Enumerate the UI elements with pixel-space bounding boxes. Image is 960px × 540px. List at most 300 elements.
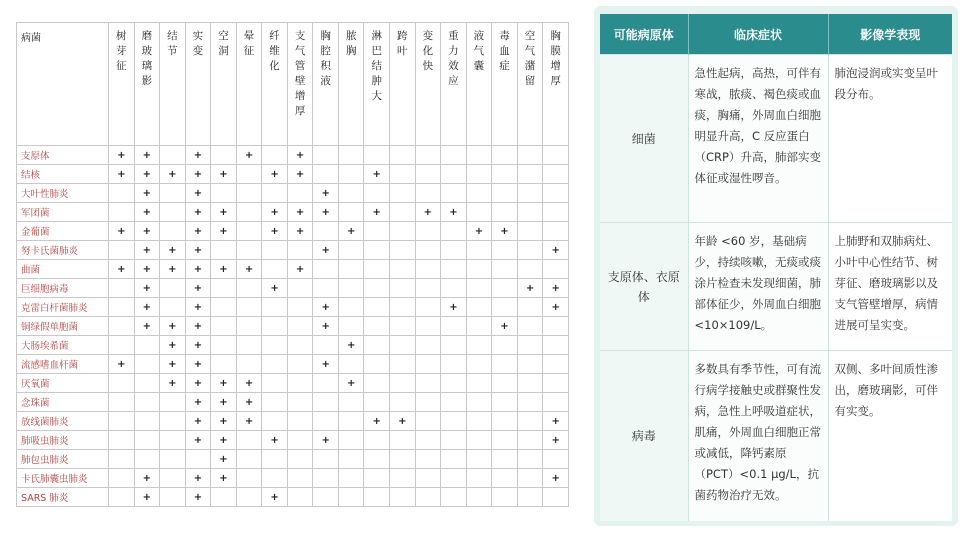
feature-cell bbox=[262, 222, 288, 241]
feature-cell bbox=[160, 412, 186, 431]
feature-cell bbox=[287, 374, 313, 393]
feature-cell bbox=[134, 241, 160, 260]
present-mark: + bbox=[193, 168, 203, 180]
column-header bbox=[236, 23, 262, 146]
feature-cell bbox=[364, 222, 390, 241]
pathogen-feature-table-panel bbox=[16, 22, 569, 502]
header-imaging: 影像学表现 bbox=[828, 14, 952, 55]
feature-cell bbox=[390, 488, 416, 507]
feature-cell bbox=[134, 260, 160, 279]
pathogen-name: 念珠菌 bbox=[17, 393, 109, 412]
feature-cell bbox=[211, 260, 237, 279]
present-mark: + bbox=[168, 339, 177, 351]
feature-cell bbox=[185, 431, 211, 450]
feature-cell bbox=[466, 355, 492, 374]
feature-cell bbox=[492, 279, 518, 298]
feature-cell bbox=[415, 146, 441, 165]
feature-cell bbox=[543, 203, 569, 222]
feature-cell bbox=[109, 165, 135, 184]
feature-cell bbox=[364, 450, 390, 469]
table-header-row bbox=[17, 23, 569, 146]
feature-cell bbox=[466, 184, 492, 203]
feature-cell bbox=[134, 488, 160, 507]
feature-cell bbox=[287, 260, 313, 279]
feature-cell bbox=[160, 488, 186, 507]
present-mark: + bbox=[295, 263, 305, 275]
feature-cell bbox=[338, 488, 364, 507]
table-row bbox=[17, 241, 569, 260]
feature-cell bbox=[313, 260, 339, 279]
present-mark: + bbox=[244, 415, 254, 427]
present-mark: + bbox=[142, 206, 152, 218]
feature-cell bbox=[543, 184, 569, 203]
feature-cell bbox=[543, 146, 569, 165]
feature-cell bbox=[415, 298, 441, 317]
column-header bbox=[466, 23, 492, 146]
feature-cell bbox=[441, 450, 467, 469]
pathogen-name: 大肠埃希菌 bbox=[17, 336, 109, 355]
column-header-label: 支气管壁增厚 bbox=[294, 30, 306, 117]
feature-cell bbox=[338, 279, 364, 298]
feature-cell bbox=[338, 431, 364, 450]
present-mark: + bbox=[270, 282, 279, 294]
feature-cell bbox=[287, 355, 313, 374]
feature-cell bbox=[313, 298, 339, 317]
feature-cell bbox=[287, 450, 313, 469]
present-mark: + bbox=[321, 358, 330, 370]
column-header-label: 淋巴结肿大 bbox=[371, 30, 382, 102]
column-header-label: 结节 bbox=[167, 30, 178, 57]
feature-cell bbox=[543, 412, 569, 431]
feature-cell bbox=[492, 203, 518, 222]
feature-cell bbox=[236, 279, 262, 298]
table-row bbox=[17, 431, 569, 450]
present-mark: + bbox=[219, 472, 228, 484]
feature-cell bbox=[313, 469, 339, 488]
present-mark: + bbox=[193, 282, 203, 294]
feature-cell bbox=[109, 469, 135, 488]
feature-cell bbox=[466, 488, 492, 507]
present-mark: + bbox=[193, 320, 203, 332]
feature-cell bbox=[390, 279, 416, 298]
column-header bbox=[134, 23, 160, 146]
column-header-label: 空气潴留 bbox=[524, 30, 536, 87]
feature-cell bbox=[492, 393, 518, 412]
pathogen-name: 努卡氏菌肺炎 bbox=[17, 241, 109, 260]
feature-cell bbox=[160, 222, 186, 241]
present-mark: + bbox=[168, 168, 177, 180]
feature-cell bbox=[287, 146, 313, 165]
feature-cell bbox=[262, 146, 288, 165]
imaging-findings: 肺泡浸润或实变呈叶段分布。 bbox=[828, 55, 952, 223]
feature-cell bbox=[492, 488, 518, 507]
feature-cell bbox=[262, 165, 288, 184]
column-header bbox=[313, 23, 339, 146]
column-header-label: 胸腔积液 bbox=[320, 30, 331, 87]
present-mark: + bbox=[193, 415, 203, 427]
feature-cell bbox=[390, 393, 416, 412]
feature-cell bbox=[364, 393, 390, 412]
present-mark: + bbox=[372, 206, 381, 218]
feature-cell bbox=[441, 412, 467, 431]
feature-cell bbox=[390, 222, 416, 241]
feature-cell bbox=[543, 374, 569, 393]
feature-cell bbox=[287, 203, 313, 222]
present-mark: + bbox=[193, 149, 203, 161]
present-mark: + bbox=[168, 244, 177, 256]
feature-cell bbox=[185, 241, 211, 260]
feature-cell bbox=[313, 184, 339, 203]
feature-cell bbox=[185, 260, 211, 279]
feature-cell bbox=[109, 298, 135, 317]
feature-cell bbox=[364, 165, 390, 184]
pathogen-comparison-table bbox=[600, 14, 952, 521]
present-mark: + bbox=[500, 225, 509, 237]
feature-cell bbox=[262, 279, 288, 298]
feature-cell bbox=[466, 412, 492, 431]
feature-cell bbox=[441, 222, 467, 241]
feature-cell bbox=[364, 203, 390, 222]
feature-cell bbox=[185, 393, 211, 412]
feature-cell bbox=[492, 222, 518, 241]
feature-cell bbox=[134, 298, 160, 317]
present-mark: + bbox=[347, 225, 356, 237]
feature-cell bbox=[236, 450, 262, 469]
feature-cell bbox=[287, 165, 313, 184]
feature-cell bbox=[338, 412, 364, 431]
feature-cell bbox=[543, 469, 569, 488]
present-mark: + bbox=[219, 225, 228, 237]
feature-cell bbox=[109, 260, 135, 279]
feature-cell bbox=[543, 222, 569, 241]
feature-cell bbox=[262, 412, 288, 431]
column-header bbox=[492, 23, 518, 146]
feature-cell bbox=[236, 469, 262, 488]
feature-cell bbox=[185, 317, 211, 336]
pathogen-name: 巨细胞病毒 bbox=[17, 279, 109, 298]
feature-cell bbox=[517, 203, 543, 222]
comparison-row-bacteria bbox=[600, 55, 952, 223]
feature-cell bbox=[134, 203, 160, 222]
table-row bbox=[17, 222, 569, 241]
present-mark: + bbox=[168, 320, 177, 332]
present-mark: + bbox=[193, 358, 203, 370]
feature-cell bbox=[364, 488, 390, 507]
feature-cell bbox=[338, 298, 364, 317]
present-mark: + bbox=[168, 358, 177, 370]
table-row bbox=[17, 450, 569, 469]
feature-cell bbox=[543, 241, 569, 260]
feature-cell bbox=[517, 298, 543, 317]
feature-cell bbox=[517, 412, 543, 431]
column-header bbox=[160, 23, 186, 146]
feature-cell bbox=[185, 184, 211, 203]
column-header bbox=[287, 23, 313, 146]
feature-cell bbox=[492, 184, 518, 203]
feature-cell bbox=[543, 355, 569, 374]
feature-cell bbox=[415, 260, 441, 279]
column-header-label: 变化快 bbox=[422, 30, 434, 72]
comparison-row-mycoplasma bbox=[600, 223, 952, 351]
feature-cell bbox=[109, 393, 135, 412]
present-mark: + bbox=[117, 225, 126, 237]
feature-cell bbox=[287, 431, 313, 450]
feature-cell bbox=[441, 469, 467, 488]
feature-cell bbox=[517, 431, 543, 450]
present-mark: + bbox=[193, 491, 203, 503]
present-mark: + bbox=[168, 263, 177, 275]
column-header-label: 树芽征 bbox=[116, 30, 127, 72]
header-pathogen: 可能病原体 bbox=[600, 14, 688, 55]
feature-cell bbox=[236, 336, 262, 355]
present-mark: + bbox=[142, 301, 152, 313]
present-mark: + bbox=[117, 149, 126, 161]
feature-cell bbox=[262, 393, 288, 412]
feature-cell bbox=[313, 241, 339, 260]
feature-cell bbox=[287, 393, 313, 412]
feature-cell bbox=[492, 374, 518, 393]
feature-cell bbox=[262, 431, 288, 450]
present-mark: + bbox=[295, 206, 305, 218]
feature-cell bbox=[415, 488, 441, 507]
header-pathogen-name: 病菌 bbox=[17, 23, 109, 146]
feature-cell bbox=[517, 336, 543, 355]
feature-cell bbox=[262, 469, 288, 488]
table-row bbox=[17, 488, 569, 507]
table-row bbox=[17, 317, 569, 336]
feature-cell bbox=[185, 222, 211, 241]
pathogen-name: 金葡菌 bbox=[17, 222, 109, 241]
feature-cell bbox=[236, 374, 262, 393]
feature-cell bbox=[441, 260, 467, 279]
feature-cell bbox=[313, 393, 339, 412]
table-row bbox=[17, 184, 569, 203]
feature-cell bbox=[134, 450, 160, 469]
present-mark: + bbox=[219, 434, 228, 446]
feature-cell bbox=[390, 203, 416, 222]
feature-cell bbox=[415, 469, 441, 488]
feature-cell bbox=[415, 222, 441, 241]
feature-cell bbox=[287, 488, 313, 507]
feature-cell bbox=[313, 374, 339, 393]
present-mark: + bbox=[142, 282, 152, 294]
present-mark: + bbox=[347, 339, 356, 351]
present-mark: + bbox=[321, 244, 330, 256]
feature-cell bbox=[517, 374, 543, 393]
feature-cell bbox=[287, 298, 313, 317]
feature-cell bbox=[364, 279, 390, 298]
feature-cell bbox=[390, 317, 416, 336]
pathogen-type: 细菌 bbox=[600, 55, 688, 223]
feature-cell bbox=[338, 222, 364, 241]
pathogen-name: 结核 bbox=[17, 165, 109, 184]
feature-cell bbox=[364, 317, 390, 336]
feature-cell bbox=[415, 184, 441, 203]
feature-cell bbox=[441, 203, 467, 222]
feature-cell bbox=[262, 241, 288, 260]
feature-cell bbox=[313, 450, 339, 469]
feature-cell bbox=[211, 355, 237, 374]
feature-cell bbox=[134, 393, 160, 412]
feature-cell bbox=[185, 469, 211, 488]
feature-cell bbox=[517, 355, 543, 374]
present-mark: + bbox=[142, 472, 152, 484]
feature-cell bbox=[109, 203, 135, 222]
present-mark: + bbox=[551, 301, 560, 313]
column-header bbox=[390, 23, 416, 146]
feature-cell bbox=[236, 298, 262, 317]
column-header-label: 毒血症 bbox=[499, 30, 510, 72]
feature-cell bbox=[338, 336, 364, 355]
present-mark: + bbox=[193, 396, 203, 408]
feature-cell bbox=[441, 184, 467, 203]
present-mark: + bbox=[244, 263, 254, 275]
feature-cell bbox=[160, 241, 186, 260]
feature-cell bbox=[364, 184, 390, 203]
clinical-symptoms: 多数具有季节性，可有流行病学接触史或群聚性发病，急性上呼吸道症状，肌痛，外周血白细胞正常或减低，降钙素原（PCT）<0.1 μg/L，抗菌药物治疗无效。 bbox=[688, 351, 828, 521]
feature-cell bbox=[364, 336, 390, 355]
feature-cell bbox=[211, 431, 237, 450]
feature-cell bbox=[134, 374, 160, 393]
column-header-label: 跨叶 bbox=[397, 30, 408, 57]
feature-cell bbox=[287, 184, 313, 203]
present-mark: + bbox=[219, 206, 228, 218]
feature-cell bbox=[287, 469, 313, 488]
feature-cell bbox=[287, 317, 313, 336]
column-header bbox=[262, 23, 288, 146]
feature-cell bbox=[517, 222, 543, 241]
feature-cell bbox=[492, 146, 518, 165]
present-mark: + bbox=[244, 396, 254, 408]
feature-cell bbox=[543, 336, 569, 355]
feature-cell bbox=[211, 374, 237, 393]
present-mark: + bbox=[142, 244, 152, 256]
feature-cell bbox=[211, 146, 237, 165]
column-header bbox=[543, 23, 569, 146]
table-row bbox=[17, 374, 569, 393]
present-mark: + bbox=[321, 320, 330, 332]
present-mark: + bbox=[219, 263, 228, 275]
feature-cell bbox=[415, 279, 441, 298]
feature-cell bbox=[338, 317, 364, 336]
feature-cell bbox=[338, 469, 364, 488]
feature-cell bbox=[517, 488, 543, 507]
present-mark: + bbox=[193, 377, 203, 389]
present-mark: + bbox=[193, 263, 203, 275]
feature-cell bbox=[236, 355, 262, 374]
feature-cell bbox=[160, 279, 186, 298]
pathogen-name: 流感嗜血杆菌 bbox=[17, 355, 109, 374]
present-mark: + bbox=[193, 472, 203, 484]
feature-cell bbox=[160, 317, 186, 336]
feature-cell bbox=[160, 336, 186, 355]
feature-cell bbox=[492, 260, 518, 279]
feature-cell bbox=[160, 469, 186, 488]
feature-cell bbox=[466, 374, 492, 393]
imaging-findings: 双侧、多叶间质性渗出，磨玻璃影，可伴有实变。 bbox=[828, 351, 952, 521]
present-mark: + bbox=[321, 301, 330, 313]
feature-cell bbox=[313, 203, 339, 222]
feature-cell bbox=[211, 317, 237, 336]
present-mark: + bbox=[474, 225, 484, 237]
feature-cell bbox=[262, 374, 288, 393]
feature-cell bbox=[415, 336, 441, 355]
pathogen-name: 曲菌 bbox=[17, 260, 109, 279]
feature-cell bbox=[313, 279, 339, 298]
imaging-findings: 上肺野和双肺病灶、小叶中心性结节、树芽征、磨玻璃影以及支气管壁增厚，病情进展可呈实变。 bbox=[828, 223, 952, 351]
feature-cell bbox=[134, 222, 160, 241]
feature-cell bbox=[211, 336, 237, 355]
feature-cell bbox=[211, 165, 237, 184]
feature-cell bbox=[466, 431, 492, 450]
pathogen-type: 支原体、衣原体 bbox=[600, 223, 688, 351]
feature-cell bbox=[236, 165, 262, 184]
feature-cell bbox=[211, 241, 237, 260]
feature-cell bbox=[134, 412, 160, 431]
column-header bbox=[211, 23, 237, 146]
feature-cell bbox=[390, 374, 416, 393]
present-mark: + bbox=[551, 415, 560, 427]
column-header bbox=[441, 23, 467, 146]
feature-cell bbox=[364, 241, 390, 260]
present-mark: + bbox=[500, 320, 509, 332]
feature-cell bbox=[262, 203, 288, 222]
present-mark: + bbox=[142, 149, 152, 161]
pathogen-name: 卡氏肺囊虫肺炎 bbox=[17, 469, 109, 488]
feature-cell bbox=[543, 298, 569, 317]
feature-cell bbox=[160, 165, 186, 184]
feature-cell bbox=[390, 241, 416, 260]
pathogen-name: 放线菌肺炎 bbox=[17, 412, 109, 431]
present-mark: + bbox=[117, 168, 126, 180]
present-mark: + bbox=[142, 187, 152, 199]
present-mark: + bbox=[244, 377, 254, 389]
feature-cell bbox=[287, 412, 313, 431]
present-mark: + bbox=[219, 168, 228, 180]
feature-cell bbox=[543, 279, 569, 298]
feature-cell bbox=[466, 260, 492, 279]
feature-cell bbox=[390, 469, 416, 488]
feature-cell bbox=[441, 279, 467, 298]
feature-cell bbox=[492, 317, 518, 336]
feature-cell bbox=[415, 317, 441, 336]
column-header bbox=[338, 23, 364, 146]
present-mark: + bbox=[449, 206, 458, 218]
feature-cell bbox=[543, 260, 569, 279]
feature-cell bbox=[185, 355, 211, 374]
feature-cell bbox=[109, 412, 135, 431]
feature-cell bbox=[338, 374, 364, 393]
feature-cell bbox=[236, 393, 262, 412]
feature-cell bbox=[364, 298, 390, 317]
feature-cell bbox=[211, 450, 237, 469]
present-mark: + bbox=[525, 282, 535, 294]
feature-cell bbox=[262, 450, 288, 469]
present-mark: + bbox=[449, 301, 458, 313]
feature-cell bbox=[109, 279, 135, 298]
feature-cell bbox=[390, 412, 416, 431]
present-mark: + bbox=[142, 263, 152, 275]
table-row bbox=[17, 260, 569, 279]
feature-cell bbox=[492, 298, 518, 317]
present-mark: + bbox=[321, 434, 330, 446]
feature-cell bbox=[236, 412, 262, 431]
feature-cell bbox=[109, 374, 135, 393]
feature-cell bbox=[211, 412, 237, 431]
table-row bbox=[17, 279, 569, 298]
feature-cell bbox=[492, 165, 518, 184]
feature-cell bbox=[543, 450, 569, 469]
